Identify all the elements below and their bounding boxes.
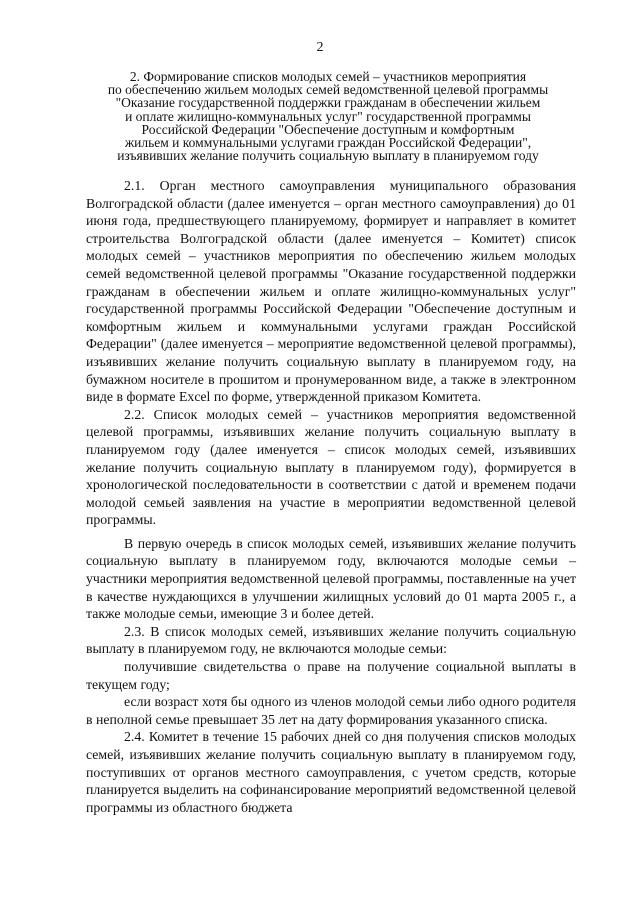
heading-line: изъявивших желание получить социальную выплату в планируемом году [117,148,539,164]
heading-line: по обеспечению жильем молодых семей ведомственной целевой программы [107,82,549,98]
page-number: 2 [316,40,324,55]
paragraph-2-3: 2.3. В список молодых семей, изъявивших желание получить социальную выплату в планируемом году, не включаются молодые семьи: [86,623,576,657]
paragraph-exclusion-2: если возраст хотя бы одного из членов молодой семьи либо одного родителя в неполной семье превышает 35 лет на дату формирования указанного списка. [86,694,576,727]
paragraph-exclusion-1: получившие свидетельства о праве на получение социальной выплаты в текущем году; [86,659,576,692]
heading-line: "Оказание государственной поддержки гражданам в обеспечении жильем [115,95,541,111]
section-heading [86,70,570,162]
paragraph-2-1: 2.1. Орган местного самоуправления муниципального образования Волгоградской области (далее именуется – орган местного самоуправления) до 01 июня года, предшествующего планируемому, формирует и направляет в комитет строительства Волгоградской области (далее именуется – Комитет) список молодых семей – участников мероприятия по обеспечению жильем молодых семей ведомственной целевой программы "Оказание государственной поддержки гражданам в обеспечении жильем и оплате жилищно-коммунальных услуг" государственной программы Российской Федерации "Обеспечение доступным и комфортным жильем и коммунальными услугами граждан Российской Федерации" (далее именуется – мероприятие ведомственной целевой программы), изъявивших желание получить социальную выплату в планируемом году, на бумажном носителе в прошитом и пронумерованном виде, а также в электронном виде в формате Excel по форме, утвержденной приказом Комитета. [86,178,576,405]
heading-line: Российской Федерации "Обеспечение доступным и комфортным [141,121,515,137]
paragraph-2-4: 2.4. Комитет в течение 15 рабочих дней со дня получения списков молодых семей, изъявивших желание получить социальную выплату в планируемом году, поступивших от органов местного самоуправления, с учетом средств, которые планируется выделить на софинансирование мероприятий ведомственной целевой программы из областного бюджета [86,729,576,815]
document-body [86,177,576,816]
heading-line: жильем и коммунальными услугами граждан Российской Федерации", [124,135,532,151]
paragraph-priority: В первую очередь в список молодых семей, изъявивших желание получить социальную выплату в планируемом году, включаются молодые семьи – участники мероприятия ведомственной целевой программы, поставленные на учет в качестве нуждающихся в улучшении жилищных условий до 01 марта 2005 г., а также молодые семьи, имеющие 3 и более детей. [86,535,576,622]
paragraph-2-2: 2.2. Список молодых семей – участников мероприятия ведомственной целевой программы, изъявивших желание получить социальную выплату в планируемом году (далее именуется – список молодых семей, изъявивших желание получить социальную выплату в планируемом году), формируется в хронологической последовательности в соответствии с датой и временем подачи молодой семьей заявления на участие в мероприятии ведомственной целевой программы. [86,406,576,528]
heading-line: и оплате жилищно-коммунальных услуг" государственной программы [125,108,531,124]
heading-line: 2. Формирование списков молодых семей – участников мероприятия [129,69,527,84]
